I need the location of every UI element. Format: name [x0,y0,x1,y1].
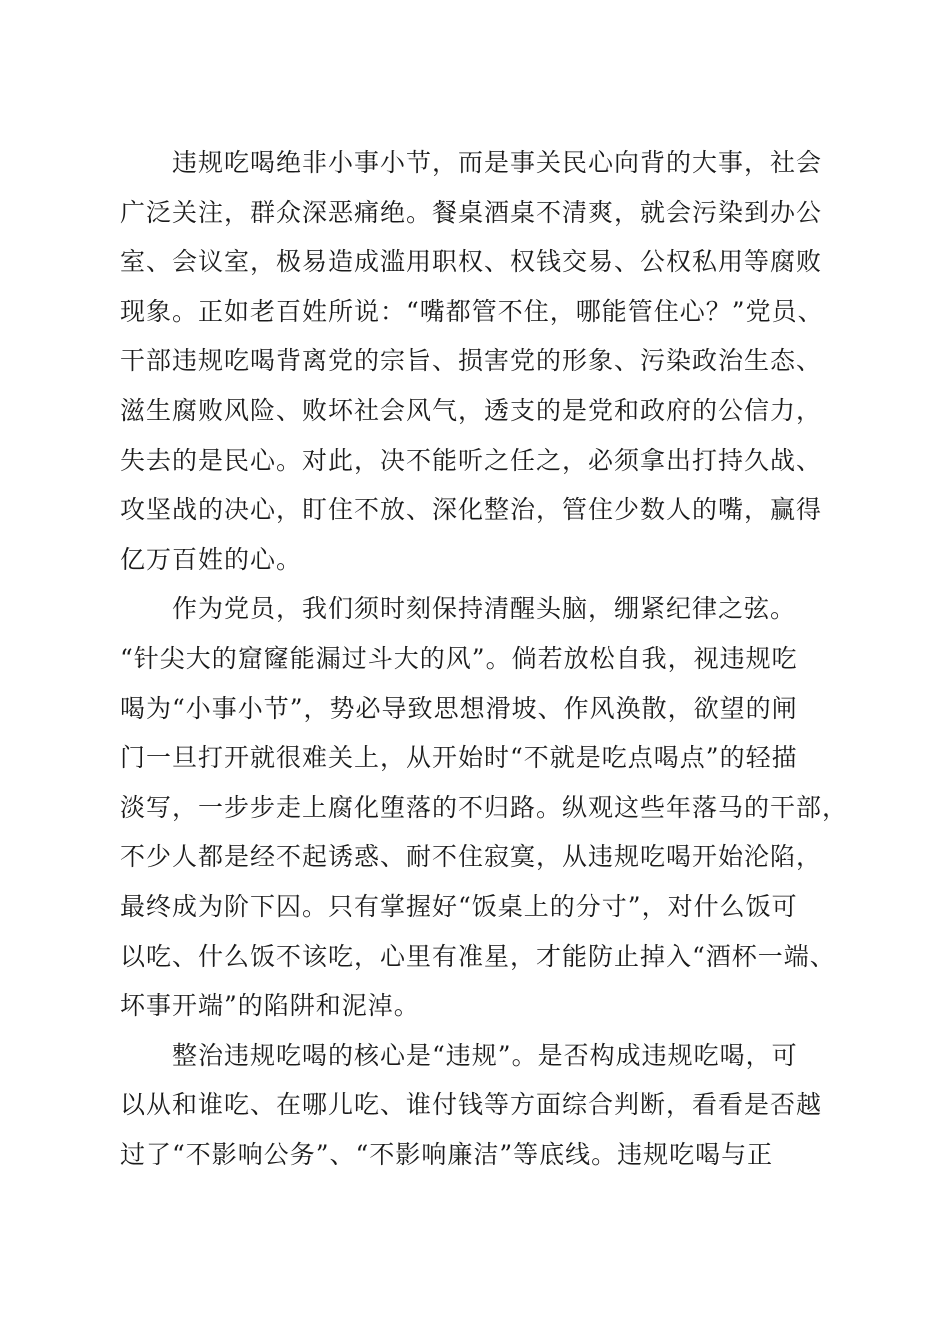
paragraph-line: 整治违规吃喝的核心是“违规”。是否构成违规吃喝，可 [172,1040,798,1070]
paragraph-line: 干部违规吃喝背离党的宗旨、损害党的形象、污染政治生态、 [120,346,823,376]
paragraph-line: 广泛关注，群众深恶痛绝。餐桌酒桌不清爽，就会污染到办公 [120,197,823,227]
paragraph-line: 违规吃喝绝非小事小节，而是事关民心向背的大事，社会 [172,148,823,177]
document-body [120,138,849,1179]
paragraph-line: 失去的是民心。对此，决不能听之任之，必须拿出打持久战、 [120,445,823,475]
paragraph-line: “针尖大的窟窿能漏过斗大的风”。倘若放松自我，视违规吃 [120,643,798,673]
paragraph-line: 作为党员，我们须时刻保持清醒头脑，绷紧纪律之弦。 [172,594,797,624]
paragraph-1 [120,138,840,584]
paragraph-line: 门一旦打开就很难关上，从开始时“不就是吃点喝点”的轻描 [120,743,798,773]
paragraph-line: 以从和谁吃、在哪儿吃、谁付钱等方面综合判断，看看是否越 [120,1090,823,1120]
paragraph-line: 现象。正如老百姓所说：“嘴都管不住，哪能管住心？”党员、 [120,296,824,326]
paragraph-line: 以吃、什么饭不该吃，心里有准星，才能防止掉入“酒杯一端、 [120,941,836,971]
paragraph-line: 坏事开端”的陷阱和泥淖。 [120,991,420,1021]
paragraph-line: 淡写，一步步走上腐化堕落的不归路。纵观这些年落马的干部， [120,792,849,822]
paragraph-2 [120,584,849,1030]
paragraph-line: 最终成为阶下囚。只有掌握好“饭桌上的分寸”，对什么饭可 [120,891,798,921]
paragraph-line: 不少人都是经不起诱惑、耐不住寂寞，从违规吃喝开始沦陷， [120,842,823,872]
paragraph-line: 滋生腐败风险、败坏社会风气，透支的是党和政府的公信力， [120,395,823,425]
paragraph-line: 过了“不影响公务”、“不影响廉洁”等底线。违规吃喝与正 [120,1139,774,1169]
paragraph-3 [120,1031,840,1180]
paragraph-line: 室、会议室，极易造成滥用职权、权钱交易、公权私用等腐败 [120,247,823,277]
paragraph-line: 喝为“小事小节”，势必导致思想滑坡、作风涣散，欲望的闸 [120,693,798,723]
paragraph-line: 攻坚战的决心，盯住不放、深化整治，管住少数人的嘴，赢得 [120,495,823,525]
paragraph-line: 亿万百姓的心。 [120,544,303,574]
